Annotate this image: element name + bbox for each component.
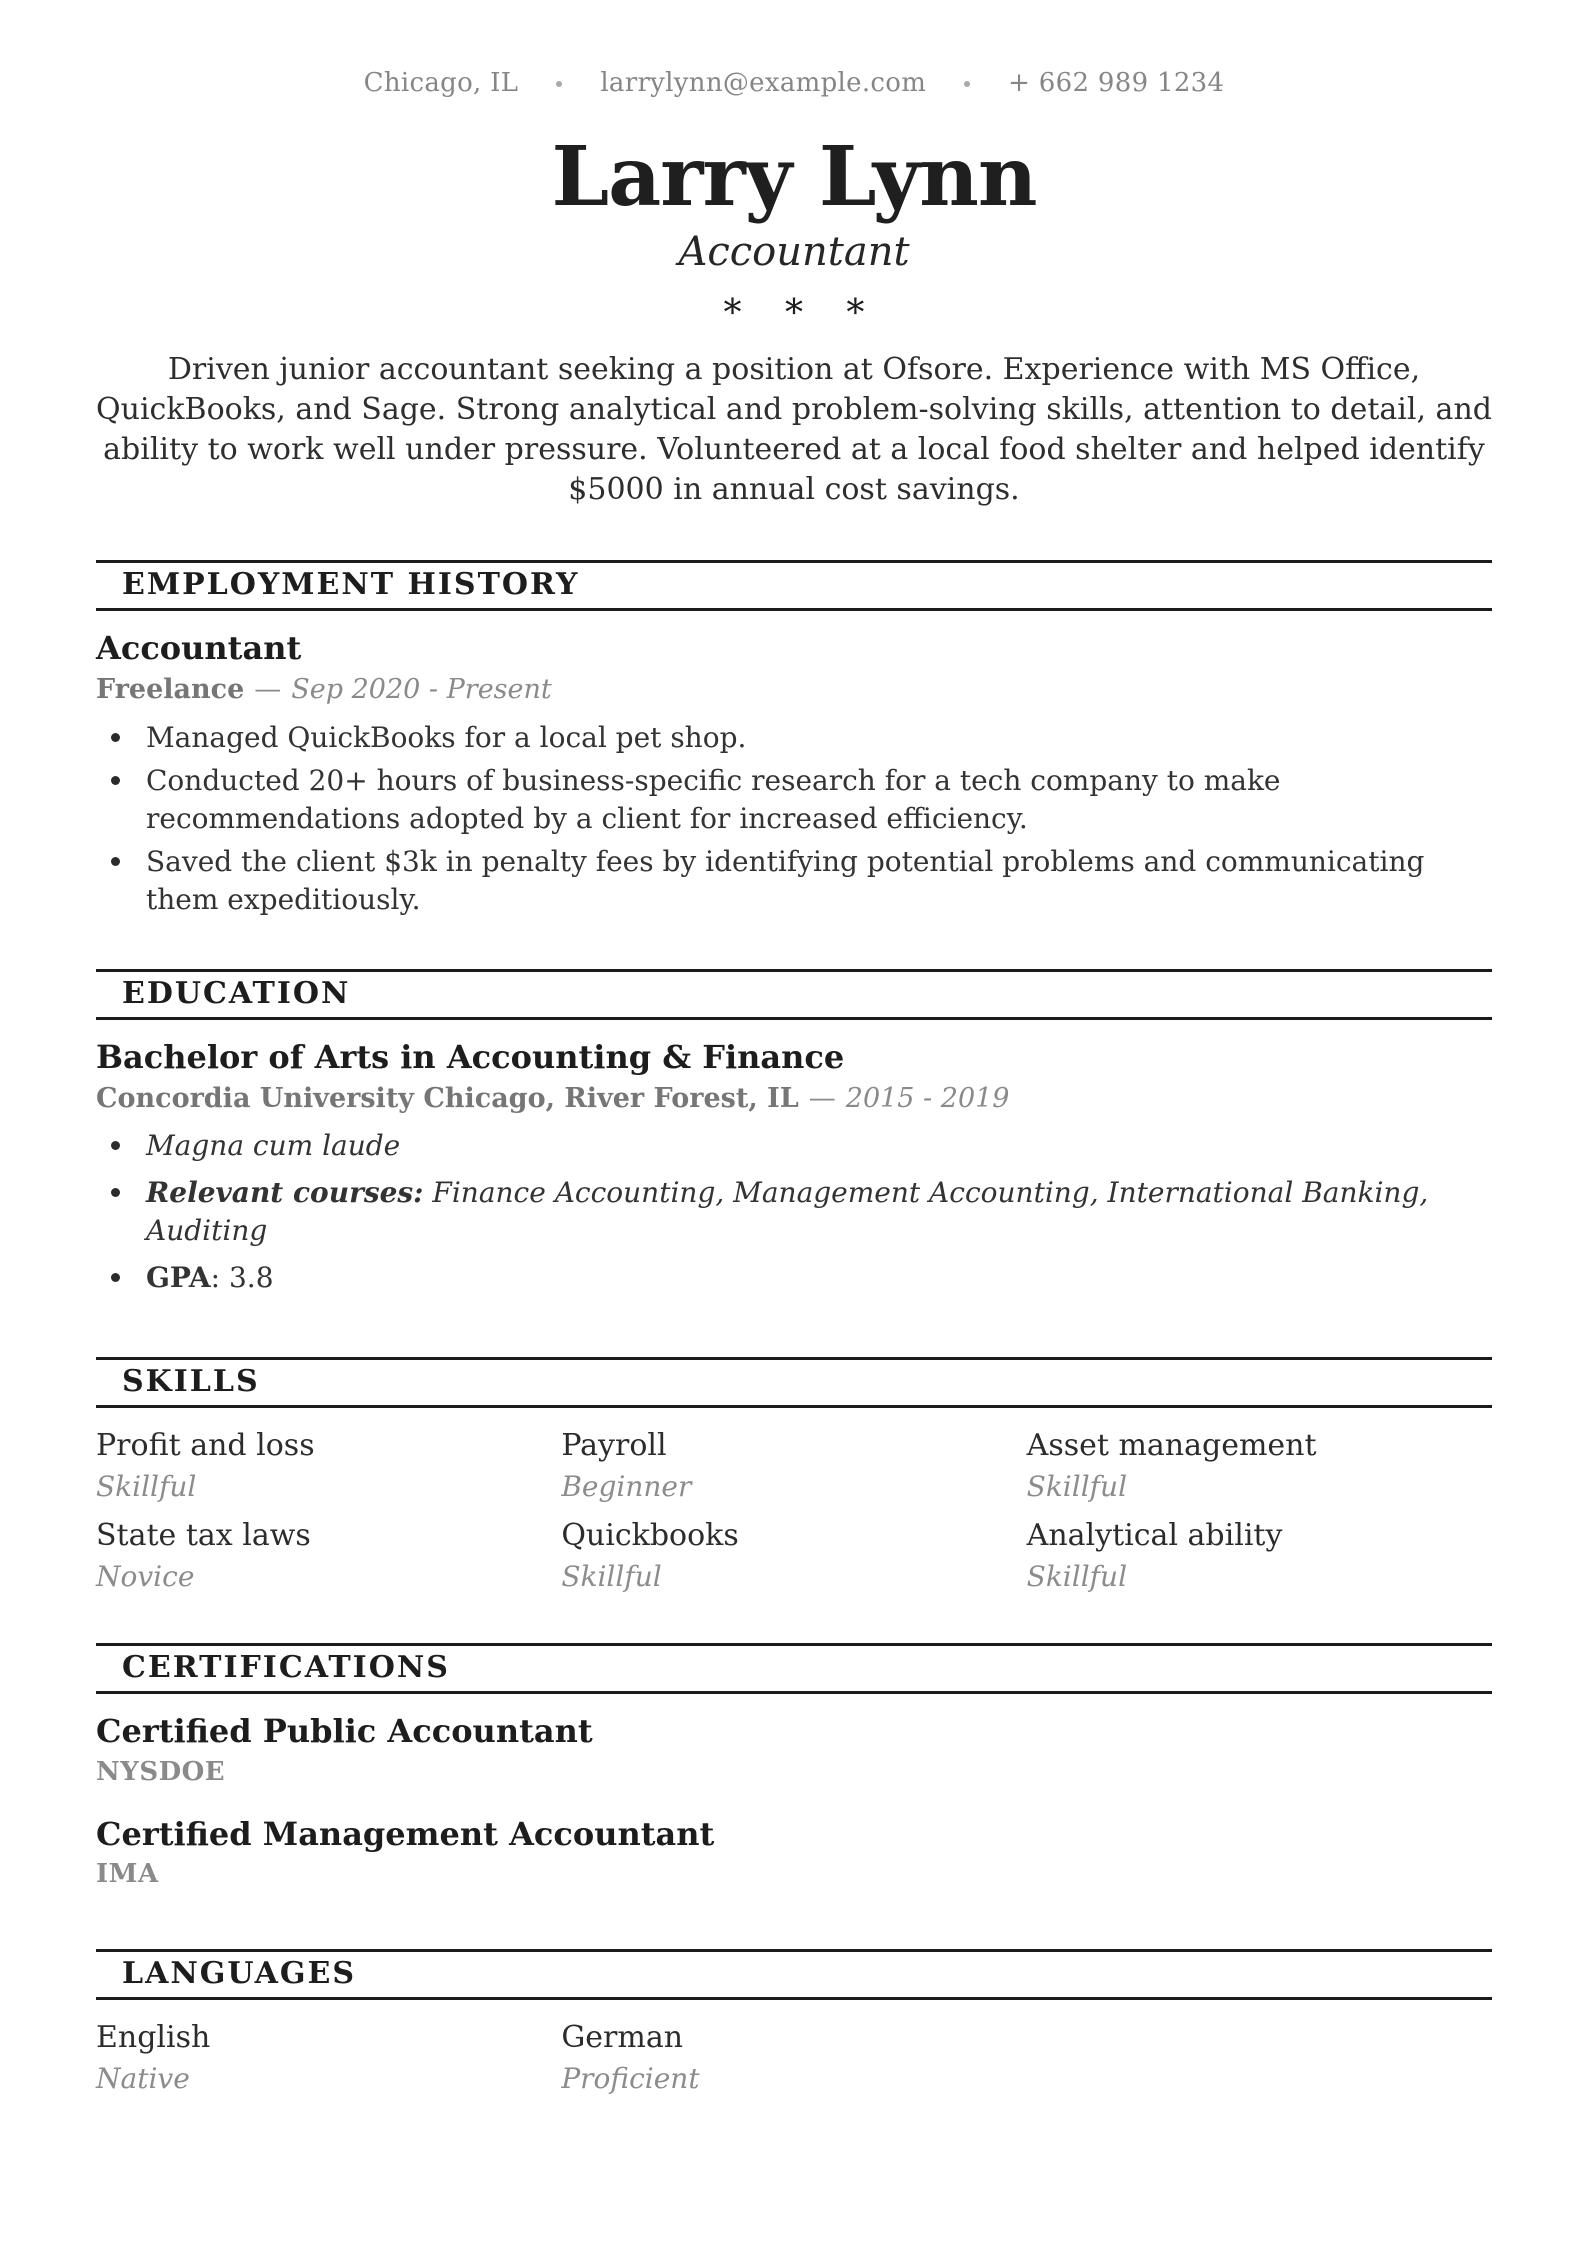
- section-education: [96, 969, 1492, 1298]
- language-name: German: [561, 2019, 684, 2055]
- certification-org: NYSDOE: [96, 1756, 226, 1787]
- certification-item: [96, 1814, 1492, 1889]
- education-bullet: [96, 1174, 1492, 1250]
- section-heading-certifications: CERTIFICATIONS: [96, 1643, 1492, 1694]
- education-bullet-list: [96, 1127, 1492, 1297]
- ornament-stars: * * *: [723, 293, 881, 334]
- separator-dot: [964, 81, 970, 87]
- language-item-empty: [1027, 2020, 1492, 2096]
- section-heading-education: EDUCATION: [96, 969, 1492, 1020]
- contact-phone: + 662 989 1234: [1008, 68, 1225, 98]
- section-heading-skills: SKILLS: [96, 1357, 1492, 1408]
- skill-name: Asset management: [1026, 1428, 1317, 1464]
- contact-location: Chicago, IL: [363, 68, 519, 98]
- skill-item: [561, 1428, 1026, 1504]
- candidate-job-title: Accountant: [678, 229, 910, 275]
- bullet-dot: [111, 1188, 120, 1197]
- skill-level: Skillful: [1026, 1470, 1128, 1504]
- skill-level: Skillful: [561, 1559, 662, 1593]
- profile-summary: Driven junior accountant seeking a position at Ofsore. Experience with MS Office, QuickBooks, and Sage. Strong analytical and problem-solving skills, attention to detail, and ability to work well under pressure. Volunteered at a local food shelter and helped identify $5000 in annual cost savings.: [96, 352, 1492, 507]
- contact-bar: [96, 70, 1492, 96]
- separator-dot: [556, 81, 562, 87]
- skill-name: State tax laws: [96, 1517, 311, 1553]
- language-level: Native: [96, 2061, 190, 2095]
- certification-name: Certified Management Accountant: [96, 1814, 715, 1853]
- job-bullet-list: [96, 719, 1492, 919]
- skill-name: Analytical ability: [1026, 1517, 1283, 1553]
- skill-item: [561, 1518, 1026, 1594]
- skill-level: Skillful: [96, 1470, 197, 1504]
- job-bullet-text: Managed QuickBooks for a local pet shop.: [146, 720, 747, 754]
- education-bullet: [96, 1127, 1492, 1165]
- candidate-name: Larry Lynn: [551, 129, 1037, 225]
- language-name: English: [96, 2019, 211, 2055]
- section-heading-employment: EMPLOYMENT HISTORY: [96, 560, 1492, 611]
- gpa-label: GPA: [146, 1261, 211, 1295]
- job-bullet: [96, 762, 1492, 838]
- section-certifications: [96, 1643, 1492, 1888]
- job-bullet-text: Conducted 20+ hours of business-specific research for a tech company to make recommendations adopted by a client for increased efficiency.: [146, 763, 1281, 835]
- bullet-dot: [111, 733, 120, 742]
- section-heading-languages: LANGUAGES: [96, 1949, 1492, 2000]
- language-item: [96, 2020, 561, 2096]
- bullet-dot: [111, 1141, 120, 1150]
- bullet-dot: [111, 776, 120, 785]
- honors-text: Magna cum laude: [146, 1129, 401, 1163]
- job-employer: Freelance: [96, 674, 245, 706]
- job-bullet: [96, 719, 1492, 757]
- degree-title: Bachelor of Arts in Accounting & Finance: [96, 1037, 845, 1076]
- certification-name: Certified Public Accountant: [96, 1712, 593, 1751]
- dash-separator: —: [808, 1082, 836, 1114]
- skill-item: [1027, 1428, 1492, 1504]
- bullet-dot: [111, 1273, 120, 1282]
- skill-item: [96, 1428, 561, 1504]
- job-title: Accountant: [96, 629, 302, 667]
- language-level: Proficient: [561, 2061, 700, 2095]
- section-languages: [96, 1949, 1492, 2096]
- courses-text: Finance Accounting, Management Accounting, International Banking, Auditing: [146, 1176, 1429, 1248]
- school-name: Concordia University Chicago, River Forest, IL: [96, 1082, 799, 1114]
- certification-item: [96, 1714, 1492, 1786]
- skill-item: [1027, 1518, 1492, 1594]
- languages-grid: [96, 2020, 1492, 2096]
- section-employment: [96, 560, 1492, 919]
- education-bullet: [96, 1259, 1492, 1297]
- skill-name: Payroll: [561, 1428, 667, 1464]
- job-bullet-text: Saved the client $3k in penalty fees by identifying potential problems and communicating them expeditiously.: [146, 844, 1425, 916]
- job-dates: Sep 2020 - Present: [291, 674, 552, 706]
- skill-level: Beginner: [561, 1470, 692, 1504]
- skill-item: [96, 1518, 561, 1594]
- skill-name: Profit and loss: [96, 1428, 315, 1464]
- job-meta: [96, 674, 1492, 706]
- gpa-value: : 3.8: [210, 1261, 274, 1295]
- skills-grid: [96, 1428, 1492, 1593]
- bullet-dot: [111, 857, 120, 866]
- section-skills: [96, 1357, 1492, 1593]
- language-item: [561, 2020, 1026, 2096]
- education-dates: 2015 - 2019: [845, 1082, 1010, 1114]
- skill-level: Skillful: [1026, 1559, 1128, 1593]
- contact-email: larrylynn@example.com: [600, 68, 927, 98]
- certification-org: IMA: [96, 1858, 159, 1889]
- skill-name: Quickbooks: [561, 1517, 739, 1553]
- job-bullet: [96, 843, 1492, 919]
- skill-level: Novice: [96, 1559, 195, 1593]
- dash-separator: —: [254, 674, 282, 706]
- courses-label: Relevant courses:: [146, 1176, 424, 1210]
- education-meta: [96, 1083, 1492, 1115]
